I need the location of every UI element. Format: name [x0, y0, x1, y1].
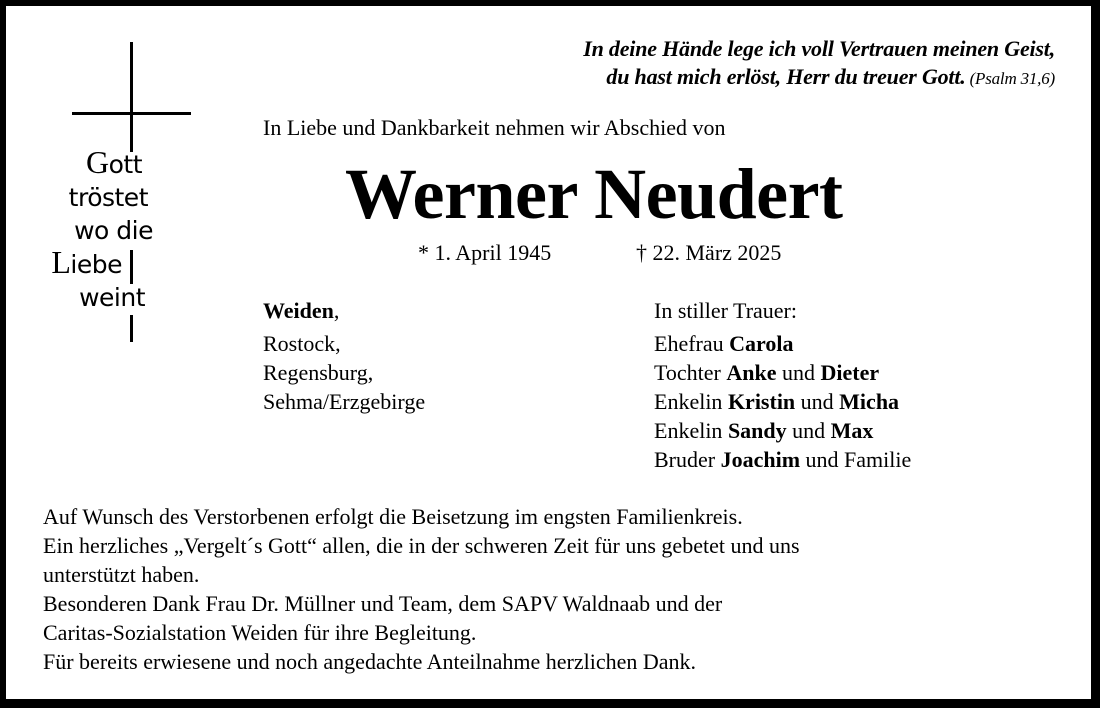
- cross-icon-upper-vertical: [130, 42, 133, 152]
- psalm-reference: (Psalm 31,6): [969, 69, 1055, 88]
- psalm-quote-line-2: [606, 64, 1055, 90]
- mourner-name: Anke: [726, 360, 777, 385]
- relation: Enkelin: [654, 389, 728, 414]
- motto-line-2: tröstet: [68, 183, 148, 212]
- places-list: [263, 296, 425, 416]
- relation: Tochter: [654, 360, 727, 385]
- mourner-line: [654, 416, 911, 445]
- cross-icon-lower-segment: [130, 315, 133, 342]
- mourner-line: [654, 358, 911, 387]
- closing-line: unterstützt haben.: [43, 562, 200, 587]
- family-suffix: und Familie: [800, 447, 912, 472]
- cross-icon-horizontal-bar: [72, 112, 191, 115]
- closing-line: Ein herzliches „Vergelt´s Gott“ allen, die in der schweren Zeit für uns gebetet und uns: [43, 533, 800, 558]
- relation: Bruder: [654, 447, 721, 472]
- deceased-name: Werner Neudert: [345, 154, 843, 234]
- mourner-line: [654, 387, 911, 416]
- motto-line-5: weint: [79, 283, 145, 312]
- relation: Enkelin: [654, 418, 728, 443]
- psalm-quote-line-1: In deine Hände lege ich voll Vertrauen meinen Geist,: [583, 36, 1055, 61]
- closing-line: Auf Wunsch des Verstorbenen erfolgt die Beisetzung im engsten Familienkreis.: [43, 504, 743, 529]
- motto-text: iebe: [70, 250, 122, 279]
- place-name: Weiden: [263, 298, 334, 323]
- motto-text: ott: [108, 150, 142, 179]
- relation: Ehefrau: [654, 331, 730, 356]
- psalm-quote-text: du hast mich erlöst, Herr du treuer Gott.: [606, 64, 966, 89]
- mourners-heading: In stiller Trauer:: [654, 298, 797, 323]
- motto-initial-g: G: [85, 144, 109, 180]
- motto-initial-l: L: [51, 244, 71, 280]
- mourner-name: Kristin: [727, 389, 796, 414]
- closing-line: Besonderen Dank Frau Dr. Müllner und Team, dem SAPV Waldnaab und der: [43, 591, 723, 616]
- mourner-line: [654, 445, 911, 474]
- farewell-intro: In Liebe und Dankbarkeit nehmen wir Abschied von: [263, 115, 726, 140]
- place-comma: ,: [333, 298, 340, 323]
- mourner-name: Dieter: [820, 360, 880, 385]
- closing-text: [43, 502, 993, 676]
- conjunction: und: [776, 360, 821, 385]
- mourner-line: [654, 329, 911, 358]
- place-item: Rostock,: [263, 331, 341, 356]
- mourner-name: Max: [830, 418, 874, 443]
- cross-icon-middle-segment: [130, 250, 133, 284]
- birth-date: * 1. April 1945: [418, 240, 552, 265]
- place-item: [263, 296, 425, 325]
- place-item: Regensburg,: [263, 360, 374, 385]
- closing-line: Caritas-Sozialstation Weiden für ihre Begleitung.: [43, 620, 477, 645]
- motto-line-1: [60, 146, 142, 181]
- mourner-name: Micha: [839, 389, 900, 414]
- motto-line-4: [30, 246, 122, 281]
- mourner-name: Sandy: [727, 418, 787, 443]
- death-date: † 22. März 2025: [636, 240, 782, 265]
- conjunction: und: [786, 418, 831, 443]
- mourner-name: Carola: [729, 331, 794, 356]
- motto-line-3: wo die: [74, 216, 153, 245]
- conjunction: und: [795, 389, 840, 414]
- place-item: Sehma/Erzgebirge: [263, 389, 426, 414]
- closing-line: Für bereits erwiesene und noch angedachte Anteilnahme herzlichen Dank.: [43, 649, 697, 674]
- mourner-name: Joachim: [720, 447, 801, 472]
- mourners-list: [654, 296, 911, 474]
